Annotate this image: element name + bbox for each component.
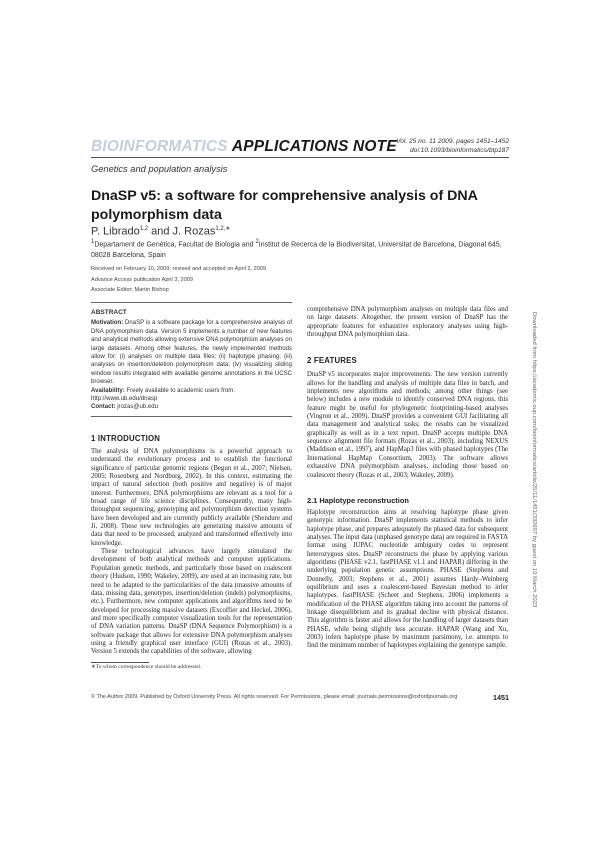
author-list <box>91 225 230 238</box>
introduction-body <box>91 448 292 657</box>
author-2-affil: 1,2,∗ <box>215 226 231 232</box>
author-1: P. Librado <box>91 225 140 238</box>
contact-label: Contact: <box>91 404 116 411</box>
download-watermark <box>528 312 538 672</box>
affil-marker-2: 2 <box>255 239 259 245</box>
article-type: APPLICATIONS NOTE <box>231 138 397 155</box>
abstract-contact <box>91 403 292 411</box>
copyright-notice: © The Author 2009. Published by Oxford University Press. All rights reserved. For Permissions, please email: journals.permissions@oxfordjournals.org <box>91 694 458 700</box>
associate-editor: Associate Editor: Martin Bishop <box>91 287 169 293</box>
journal-name: BIOINFORMATICS <box>91 138 228 155</box>
footnote-rule <box>91 662 149 663</box>
affil-marker-1: 1 <box>91 239 95 245</box>
haplotype-paragraph: Haplotype reconstruction aims at resolving haplotype phase given genotypic information. DnaSP implements statistical methods to infer haplotype phase, and prepares adequately the phased data for subsequent analyses. The input data (unphased genotype data) are required in FASTA format using IUPAC nucleotide ambiguity codes to represent heterozygous sites. DnaSP reconstructs the phase by applying various algorithms (PHASE v2.1, fastPHASE v1.1 and HAPAR) differing in the underlying population genetic assumptions. PHASE (Stephens and Donnelly, 2003; Stephens et al., 2001) assumes Hardy–Weinberg equilibrium and uses a coalescent-based Bayesian method to infer haplotypes. fastPHASE (Scheet and Stephens, 2006) implements a modification of the PHASE algorithm taking into account the patterns of linkage disequilibrium and its gradual decline with physical distance. This algorithm is faster and allows for the handling of larger datasets than PHASE, while being slightly less accurate. HAPAR (Wang and Xu, 2003) infers haplotype phase by maximum parsimony, i.e. attempts to find the minimum number of haplotypes explaining the genotype sample. <box>307 508 508 650</box>
intro-paragraph-3: comprehensive DNA polymorphism analyses on multiple data files and on large datasets. Altogether, the present version of DnaSP has the appropriate features for exhaustive exploratory analyses using high-throughput DNA polymorphism data. <box>307 306 508 339</box>
intro-continuation <box>307 306 508 339</box>
journal-banner <box>91 138 397 156</box>
affiliations <box>91 237 511 261</box>
received-date: Received on February 10, 2009; revised and accepted on April 2, 2009 <box>91 266 267 272</box>
volume-pages: Vol. 25 no. 11 2009, pages 1451–1452 <box>396 138 509 145</box>
haplotype-heading: 2.1 Haplotype reconstruction <box>307 495 409 505</box>
author-2: and J. Rozas <box>148 225 216 238</box>
abstract <box>91 302 292 417</box>
intro-paragraph-1: The analysis of DNA polymorphisms is a powerful approach to understand the evolutionary process and to establish the functional significance of particular genomic regions (Begun et al., 2007; Nielsen, 2005; Rosenberg and Nordborg, 2002). In this context, estimating the impact of natural selection (both positive and negative) is of major interest. Furthermore, DNA polymorphisms are relevant as a tool for a broad range of life science disciplines. Consequently, many high-throughput sequencing, genotyping and polymorphism detection systems have been developed and are currently publicly available (Shendure and Ji, 2008). These new technologies are generating massive amounts of data that need to be processed, analyzed and transformed effectively into knowledge. <box>91 448 292 547</box>
features-paragraph: DnaSP v5 incorporates major improvements. The new version currently allows for the handling and analysis of multiple data files in batch, and implements new algorithms and methods; among other things (see below) includes a new module to identify conserved DNA regions, this feature might be useful for phylogenetic footprinting-based analyses (Vingron et al., 2009). DnaSP provides a convenient GUI facilitating all data management and analytical tasks; the results can be visualized graphically as well as in a text report. DnaSP accepts multiple DNA sequence alignment file formats (Rozas et al., 2003), including NEXUS (Maddison et al., 1997), and HapMap3 files with phased haplotypes (The International HapMap Consortium, 2003). The software allows exhaustive DNA polymorphism analyses, including those based on coalescent theory (Rozas et al., 2003; Wakeley, 2009). <box>307 371 508 479</box>
page-footer <box>91 694 509 700</box>
page-number: 1451 <box>493 693 509 702</box>
citation-meta <box>359 137 509 155</box>
contact-email[interactable]: jrozas@ub.edu <box>115 404 158 411</box>
introduction-heading: 1 INTRODUCTION <box>91 434 161 443</box>
availability-url[interactable]: http://www.ub.edu/dnasp <box>91 396 158 403</box>
correspondence-footnote: ∗To whom correspondence should be addressed. <box>91 664 202 670</box>
article-history <box>91 264 511 296</box>
motivation-text: DnaSP is a software package for a comprehensive analysis of DNA polymorphism data. Version 5 implements a number of new features and analytical methods allowing extensive DNA polymorphism analyses on large datasets. Among other features, the newly implemented methods allow for: (i) analyses on multiple data files; (ii) haplotype phasing; (iii) analyses on insertion/deletion polymorphism data; (iv) visualizing sliding window results integrated with available genome annotations in the UCSC browser. <box>91 320 292 386</box>
article-title: DnaSP v5: a software for comprehensive analysis of DNA polymorphism data <box>91 188 478 223</box>
abstract-motivation <box>91 319 292 386</box>
haplotype-body <box>307 509 508 651</box>
affil-2: Institut de Recerca de la Biodiversitat, Universitat de Barcelona, Diagonal 645, 08028 Barcelona, Spain <box>91 241 502 259</box>
advance-access: Advance Access publication April 3, 2009 <box>91 276 193 283</box>
motivation-label: Motivation: <box>91 320 124 327</box>
download-note[interactable]: Downloaded from https://academic.oup.com/bioinformatics/article/25/11/1451/332607 by guest on 19 March 2023 <box>531 312 537 608</box>
introduction-section <box>91 434 292 657</box>
doi[interactable]: doi:10.1093/bioinformatics/btp187 <box>410 147 509 154</box>
subject-section: Genetics and population analysis <box>91 164 228 174</box>
author-1-affil: 1,2 <box>139 226 149 232</box>
features-heading: 2 FEATURES <box>307 356 357 366</box>
abstract-heading: ABSTRACT <box>91 309 127 316</box>
abstract-availability <box>91 387 292 395</box>
affil-1: Departament de Genètica, Facultat de Biologia and <box>94 241 256 249</box>
header-rule <box>91 157 509 158</box>
right-column <box>307 306 508 651</box>
availability-text: Freely available to academic users from: <box>124 387 235 394</box>
availability-label: Availability: <box>91 387 125 394</box>
features-body <box>307 371 508 479</box>
intro-paragraph-2: These technological advances have largely stimulated the development of both analytical methods and computer applications. Population genetic methods, and particularly those based on coalescent theory (Hudson, 1990; Wakeley, 2009), are used at an increasing rate, but need to be adapted to the particularities of the data (massive amounts of data, missing data, genotypes, insertion/deletion (indels) polymorphisms, etc.). Furthermore, new computer applications and algorithms need to be developed for processing massive datasets (Excoffier and Heckel, 2006), and more specifically computer visualization tools for the representation of DNA variation patterns. DnaSP (DNA Sequence Polymorphism) is a software package that allows for extensive DNA polymorphism analyses using a friendly graphical user interface (GUI) (Rozas et al., 2003). Version 5 extends the capabilities of the software, allowing <box>91 548 292 656</box>
